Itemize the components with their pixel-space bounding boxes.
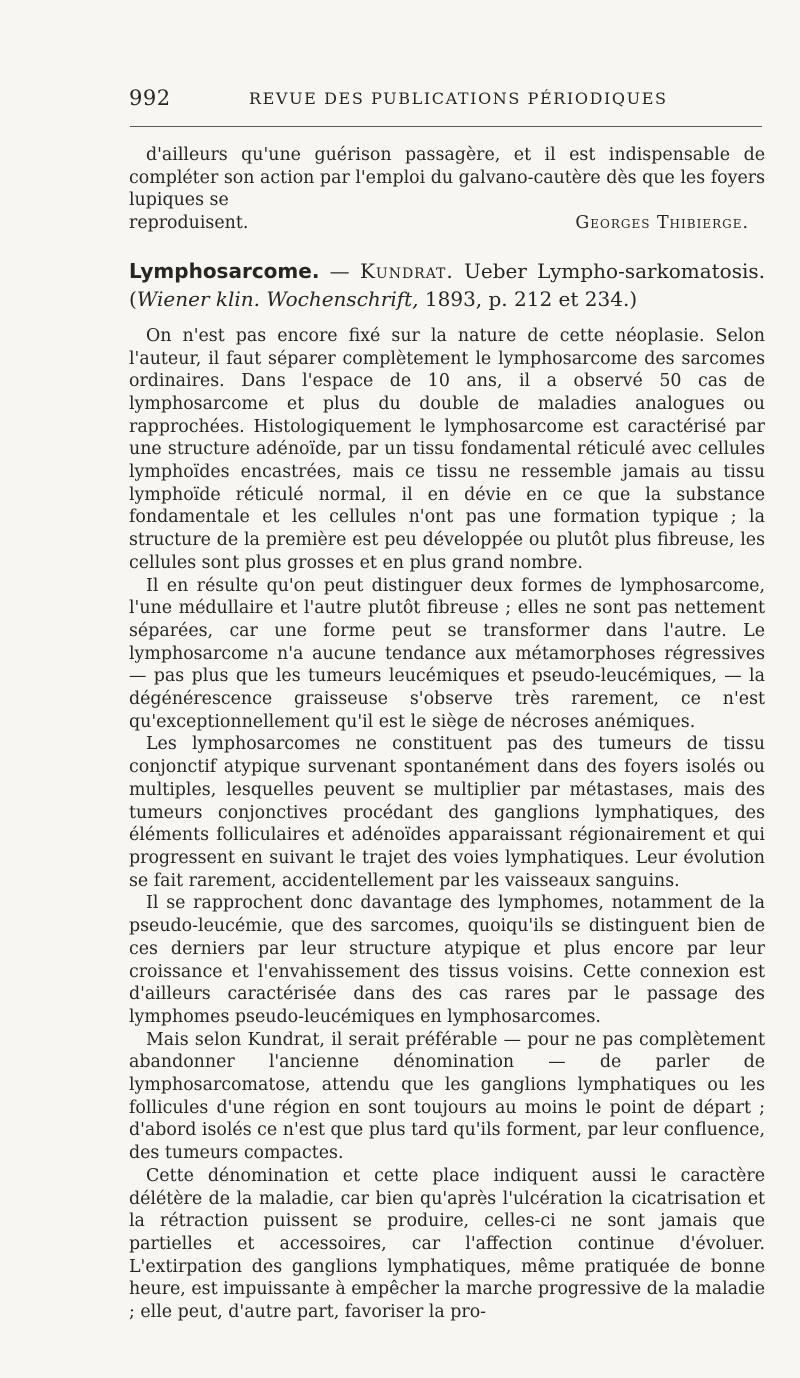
article-author: Kundrat. (359, 258, 454, 283)
running-title: REVUE DES PUBLICATIONS PÉRIODIQUES (249, 89, 668, 108)
paragraph: Il en résulte qu'on peut distinguer deux formes de lymphosarcome, l'une médullaire et l'autre plutôt fibreuse ; elles ne sont pas nettement séparées, car une forme peut se transformer dans l'autre. Le lymphosarcome n'a aucune tendance aux métamorphoses régressives — pas plus que les tumeurs leucémiques et pseudo-leucémiques, — la dégénérescence graisseuse s'observe très rarement, ce n'est qu'exceptionnellement qu'il est le siège de nécroses anémiques. (129, 575, 765, 732)
previous-article-last-line: reproduisent. (129, 213, 249, 234)
paragraph: Il se rapprochent donc davantage des lymphomes, notamment de la pseudo-leucémie, que des sarcomes, quoiqu'ils se distinguent bien de ces derniers par leur structure atypique et plus encore par leur croissance et l'envahissement des tissus voisins. Cette connexion est d'ailleurs caractérisée dans des cas rares par le passage des lymphomes pseudo-leucémiques en lymphosarcomes. (129, 893, 765, 1027)
page-body (129, 144, 765, 1324)
previous-article-byline (129, 212, 765, 235)
paragraph: Mais selon Kundrat, il serait préférable — pour ne pas complètement abandonner l'ancienne dénomination — de parler de lymphosarcomatose, attendu que les ganglions lymphatiques ou les follicules d'une région en sont toujours au moins le point de départ ; d'abord isolés ce n'est que plus tard qu'ils forment, par leur confluence, des tumeurs compactes. (129, 1029, 765, 1164)
paragraph: On n'est pas encore fixé sur la nature de cette néoplasie. Selon l'auteur, il faut séparer complètement le lymphosarcome des sarcomes ordinaires. Dans l'espace de 10 ans, il a observé 50 cas de lymphosarcome et plus du double de maladies analogues ou rapprochées. Histologiquement le lymphosarcome est caractérisé par une structure adénoïde, par un tissu fondamental réticulé avec cellules lymphoïdes encastrées, mais ce tissu ne ressemble jamais au tissu lymphoïde réticulé normal, il en dévie en ce que la substance fondamentale et les cellules n'ont pas une formation typique ; la structure de la première est peu développée ou plutôt plus fibreuse, les cellules sont plus grosses et en plus grand nombre. (129, 325, 765, 573)
paragraph: Les lymphosarcomes ne constituent pas des tumeurs de tissu conjonctif atypique survenant spontanément dans des foyers isolés ou multiples, lesquelles peuvent se multiplier par métastases, mais des tumeurs conjonctives procédant des ganglions lymphatiques, des éléments folliculaires et adénoïdes apparaissant régionairement et qui progressent en suivant le trajet des voies lymphatiques. Leur évolution se fait rarement, accidentellement par les vaisseaux sanguins. (129, 734, 765, 891)
article-title: Ueber Lympho-sarkomatosis. ( (129, 258, 765, 311)
article-heading (129, 257, 765, 313)
previous-article-text: d'ailleurs qu'une guérison passagère, et il est indispensable de compléter son action par l'emploi du galvano-cautère dès que les foyers lupiques se (129, 145, 765, 211)
paragraph: Cette dénomination et cette place indiquent aussi le caractère délétère de la maladie, car bien qu'après l'ulcération la cicatrisation et la rétraction puissent se produire, celles-ci ne sont jamais que partielles et accessoires, car l'affection continue d'évoluer. L'extirpation des ganglions lymphatiques, même pratiquée de bonne heure, est impuissante à empêcher la marche progressive de la maladie ; elle peut, d'autre part, favoriser la pro- (129, 1165, 765, 1323)
article-headword: Lymphosarcome. (129, 258, 320, 283)
page-header (129, 86, 765, 116)
previous-article-author: Georges Thibierge. (575, 213, 749, 234)
header-rule (130, 126, 762, 127)
page-number: 992 (129, 86, 171, 110)
article-journal: Wiener klin. Wochenschrift, (136, 286, 419, 311)
article-citation: 1893, p. 212 et 234.) (418, 286, 638, 311)
heading-dash: — (319, 258, 360, 283)
